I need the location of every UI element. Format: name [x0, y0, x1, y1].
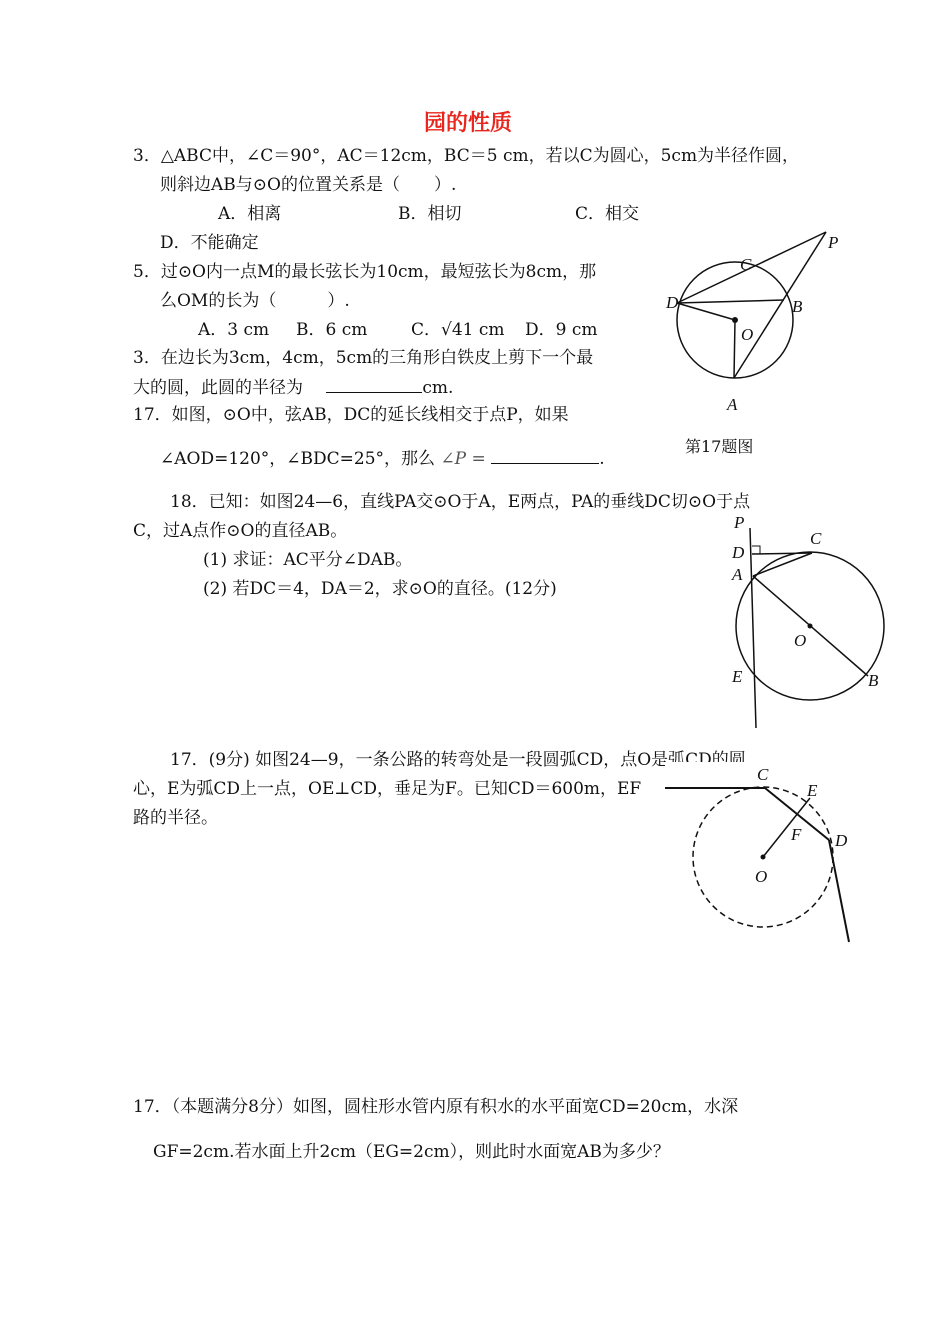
- angle-p-label: ∠P =: [440, 449, 486, 469]
- label-e: E: [807, 781, 818, 800]
- label-d: D: [666, 293, 679, 312]
- q3b-text: 大的圆，此圆的半径为: [133, 378, 303, 398]
- q3b-line2: [133, 376, 453, 399]
- q3-line1: 3．△ABC中，∠C＝90°，AC＝12cm，BC＝5 cm，若以C为圆心，5cm为半径作圆，: [133, 146, 800, 166]
- q17a-line1: 17．如图，⊙O中，弦AB，DC的延长线相交于点P，如果: [133, 405, 569, 425]
- answer-blank: [491, 447, 599, 464]
- line-pa: [750, 528, 756, 728]
- q17a-end: .: [599, 449, 605, 469]
- figure-18: [720, 510, 900, 730]
- figure-17: [660, 222, 860, 462]
- road-edge-right: [829, 840, 849, 942]
- label-o: O: [755, 867, 768, 886]
- label-o: O: [741, 325, 754, 344]
- label-f: F: [791, 825, 802, 844]
- q3-option-c: C．相交: [575, 204, 640, 224]
- q5-option-c: C．√41 cm: [411, 320, 505, 340]
- chord-ac: [753, 553, 812, 576]
- label-o: O: [794, 631, 807, 650]
- figure-caption: 第17题图: [685, 437, 754, 456]
- label-p: P: [828, 233, 839, 252]
- radius-od: [677, 303, 735, 320]
- label-b: B: [868, 671, 879, 690]
- label-d: D: [835, 831, 848, 850]
- q18-part2: (2) 若DC＝4，DA＝2，求⊙O的直径。(12分): [203, 579, 557, 599]
- q5-line1: 5．过⊙O内一点M的最长弦长为10cm，最短弦长为8cm，那: [133, 262, 597, 282]
- radius-oa: [734, 320, 735, 378]
- q5-line2: 么OM的长为（ ）.: [160, 291, 350, 311]
- q17b-line3: 路的半径。: [133, 808, 218, 828]
- q17c-line1: 17．（本题满分8分）如图，圆柱形水管内原有积水的水平面宽CD=20cm，水深: [133, 1097, 739, 1117]
- q3-option-d: D．不能确定: [160, 233, 259, 253]
- q18-line1: 18．已知：如图24—6，直线PA交⊙O于A，E两点，PA的垂线DC切⊙O于点: [170, 492, 751, 512]
- label-a: A: [732, 565, 743, 584]
- label-p: P: [734, 513, 745, 532]
- q3b-line1: 3．在边长为3cm，4cm，5cm的三角形白铁皮上剪下一个最: [133, 348, 594, 368]
- q5-option-d: D．9 cm: [525, 320, 598, 340]
- right-angle-mark: [752, 546, 760, 554]
- center-dot: [732, 317, 738, 323]
- q5-option-a: A．3 cm: [198, 320, 270, 340]
- answer-blank: [326, 376, 422, 393]
- figure-road-curve: [665, 762, 865, 947]
- label-c: C: [810, 529, 822, 548]
- label-c: C: [740, 255, 752, 274]
- q18-part1: (1) 求证：AC平分∠DAB。: [203, 550, 413, 570]
- q17a-line2: [160, 447, 605, 470]
- center-dot: [761, 855, 766, 860]
- page-title: 园的性质: [424, 111, 513, 136]
- label-a: A: [727, 395, 738, 414]
- q18-line2: C，过A点作⊙O的直径AB。: [133, 521, 348, 541]
- q17a-text: ∠AOD=120°，∠BDC=25°，那么: [160, 449, 436, 469]
- label-c: C: [757, 765, 769, 784]
- line-dc: [752, 553, 812, 554]
- q3-option-b: B．相切: [398, 204, 462, 224]
- label-d: D: [732, 543, 745, 562]
- q5-option-b: B．6 cm: [296, 320, 368, 340]
- chord-db: [677, 300, 784, 303]
- q17c-line2: GF=2cm.若水面上升2cm（EG=2cm），则此时水面宽AB为多少？: [153, 1142, 670, 1162]
- q3-option-a: A．相离: [218, 204, 282, 224]
- label-e: E: [732, 667, 743, 686]
- q3b-unit: cm.: [422, 378, 454, 398]
- center-dot: [808, 624, 813, 629]
- q17b-line1: 17．(9分) 如图24—9，一条公路的转弯处是一段圆弧CD，点O是弧CD的圆: [170, 750, 746, 770]
- q17b-line2: 心，E为弧CD上一点，OE⊥CD，垂足为F。已知CD＝600m，EF: [133, 779, 642, 799]
- q3-line2: 则斜边AB与⊙O的位置关系是（ ）.: [160, 175, 457, 195]
- segment-oe: [763, 798, 810, 857]
- label-b: B: [792, 297, 803, 316]
